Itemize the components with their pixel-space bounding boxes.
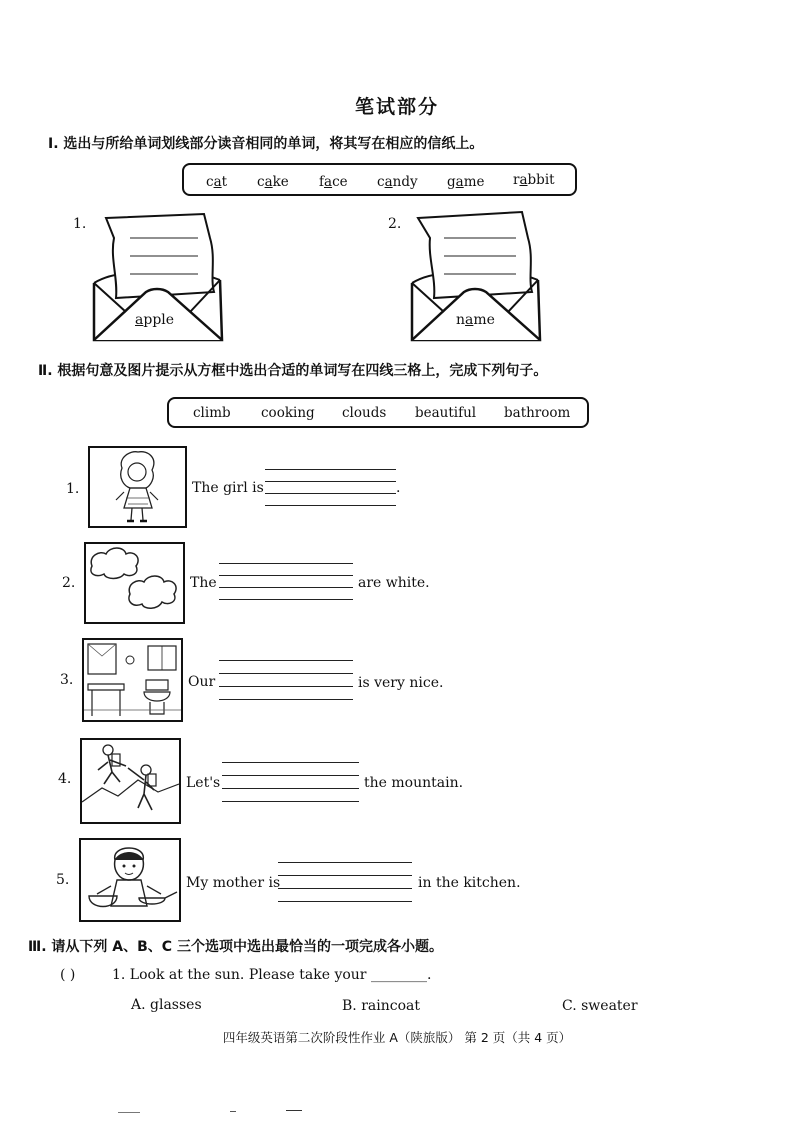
word-game: game [447, 174, 485, 190]
word-beautiful: beautiful [415, 405, 477, 421]
item-1-number: 1. [66, 481, 80, 497]
question-1-text: 1. Look at the sun. Please take your ________. [112, 967, 432, 983]
clouds-icon [86, 544, 183, 622]
writing-line [219, 575, 353, 576]
item-1-after: . [396, 480, 401, 496]
writing-line [219, 673, 353, 674]
envelope-1-number: 1. [73, 216, 87, 232]
scan-mark [230, 1111, 236, 1112]
item-3-before: Our [188, 674, 216, 690]
writing-line [222, 762, 359, 763]
scan-mark [286, 1110, 302, 1111]
envelope-1-label: apple [135, 312, 175, 328]
item-3-after: is very nice. [358, 675, 444, 691]
word-box-1 [182, 163, 577, 196]
writing-line [222, 775, 359, 776]
writing-line [219, 587, 353, 588]
writing-line [265, 469, 396, 470]
item-5-number: 5. [56, 872, 70, 888]
word-face: face [319, 174, 348, 190]
item-4-number: 4. [58, 771, 72, 787]
word-rabbit: rabbit [513, 172, 555, 188]
word-cooking: cooking [261, 405, 315, 421]
item-1-before: The girl is [192, 480, 264, 496]
writing-line [278, 901, 412, 902]
writing-line [219, 699, 353, 700]
page-title: 笔试部分 [354, 96, 439, 118]
bathroom-picture [82, 638, 183, 722]
scan-mark [118, 1112, 140, 1113]
bathroom-icon [84, 640, 181, 720]
writing-line [222, 801, 359, 802]
writing-line [265, 481, 396, 482]
climbing-picture [80, 738, 181, 824]
section-1-heading: Ⅰ. 选出与所给单词划线部分读音相同的单词，将其写在相应的信纸上。 [48, 136, 484, 152]
item-4-after: the mountain. [364, 775, 464, 791]
word-cake: cake [257, 174, 289, 190]
envelope-2-label: name [456, 312, 495, 328]
item-5-after: in the kitchen. [418, 875, 521, 891]
writing-line [219, 599, 353, 600]
girl-icon [90, 448, 185, 526]
item-2-number: 2. [62, 575, 76, 591]
cooking-icon [81, 840, 179, 920]
writing-line [219, 660, 353, 661]
writing-line [219, 686, 353, 687]
writing-line [278, 862, 412, 863]
writing-line [219, 563, 353, 564]
page-footer: 四年级英语第二次阶段性作业 A（陕旅版） 第 2 页（共 4 页） [222, 1030, 572, 1045]
item-4-before: Let's [186, 775, 221, 791]
girl-picture [88, 446, 187, 528]
item-2-before: The [190, 575, 217, 591]
word-box-2 [167, 397, 589, 428]
item-3-number: 3. [60, 672, 74, 688]
section-3-heading: Ⅲ. 请从下列 A、B、C 三个选项中选出最恰当的一项完成各小题。 [28, 939, 443, 955]
climbing-icon [82, 740, 179, 822]
option-b: B. raincoat [342, 998, 420, 1014]
writing-line [222, 788, 359, 789]
option-a: A. glasses [131, 997, 202, 1013]
word-climb: climb [193, 405, 231, 421]
word-candy: candy [377, 174, 418, 190]
word-clouds: clouds [342, 405, 387, 421]
section-2-heading: Ⅱ. 根据句意及图片提示从方框中选出合适的单词写在四线三格上，完成下列句子。 [38, 363, 548, 379]
word-bathroom: bathroom [504, 405, 571, 421]
answer-paren: ( ) [60, 967, 76, 983]
envelope-2-number: 2. [388, 216, 402, 232]
cooking-picture [79, 838, 181, 922]
writing-line [278, 875, 412, 876]
writing-line [265, 493, 396, 494]
option-c: C. sweater [562, 998, 638, 1014]
word-cat: cat [206, 174, 228, 190]
writing-line [265, 505, 396, 506]
item-2-after: are white. [358, 575, 430, 591]
clouds-picture [84, 542, 185, 624]
item-5-before: My mother is [186, 875, 281, 891]
writing-line [278, 888, 412, 889]
